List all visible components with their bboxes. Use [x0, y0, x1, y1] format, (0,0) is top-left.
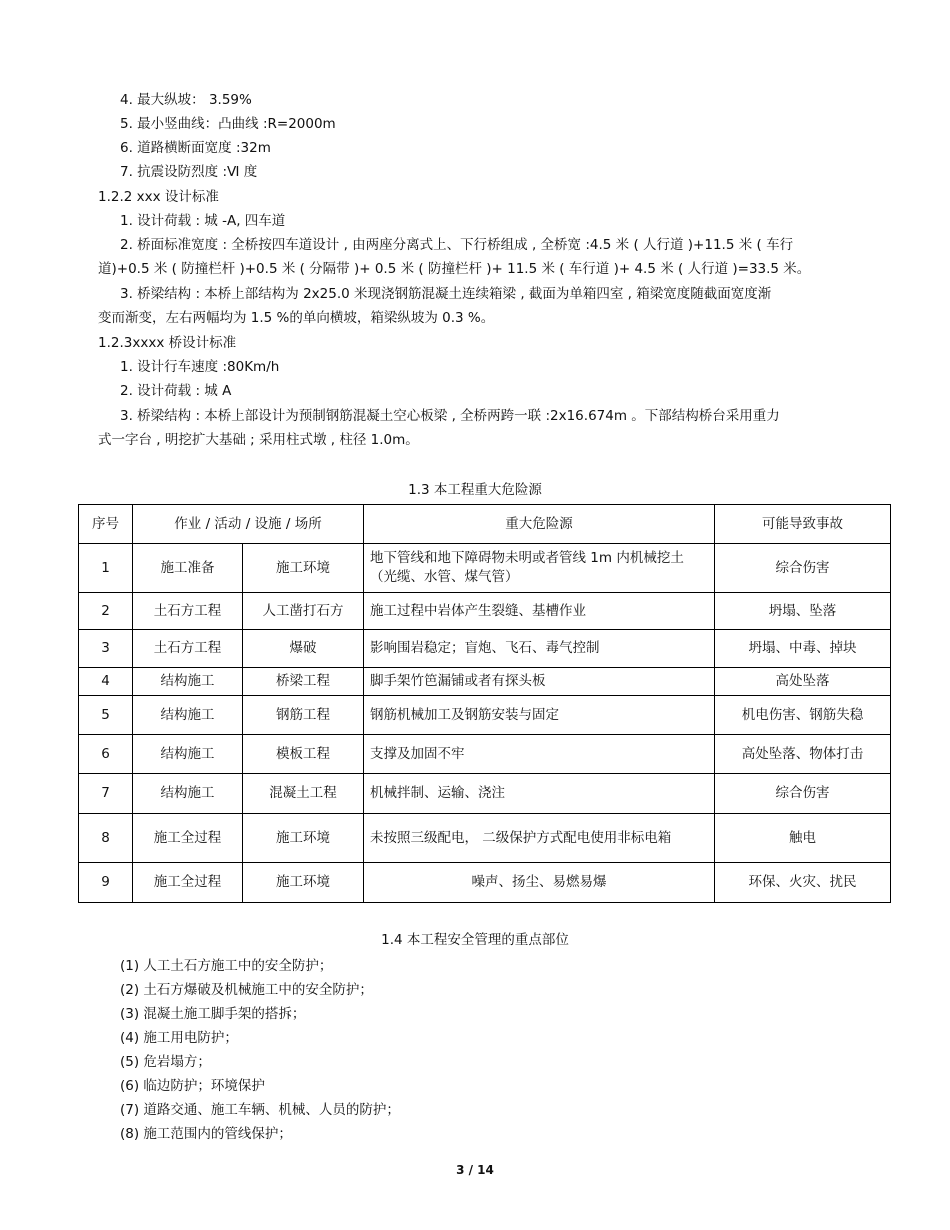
cell-accident: 高处坠落、物体打击: [715, 735, 891, 774]
sec123-item3-line2: 式一字台 , 明挖扩大基础 ; 采用柱式墩 , 柱径 1.0m。: [98, 432, 419, 448]
cell-index: 1: [79, 544, 133, 593]
cell-index: 3: [79, 630, 133, 668]
table-row: [79, 696, 891, 735]
cell-index: 4: [79, 668, 133, 696]
cell-activity: 结构施工: [133, 668, 243, 696]
cell-hazard: 脚手架竹笆漏铺或者有探头板: [364, 668, 715, 696]
cell-index: 2: [79, 593, 133, 630]
cell-hazard: 影响围岩稳定；盲炮、飞石、毒气控制: [364, 630, 715, 668]
cell-hazard: 机械拌制、运输、浇注: [364, 774, 715, 814]
table-row: [79, 630, 891, 668]
sec14-item: (5) 危岩塌方；: [120, 1054, 211, 1070]
cell-hazard: 地下管线和地下障碍物未明或者管线 1m 内机械挖土（光缆、水管、煤气管）: [364, 544, 715, 593]
cell-hazard: 施工过程中岩体产生裂缝、基槽作业: [364, 593, 715, 630]
cell-hazard: 未按照三级配电， 二级保护方式配电使用非标电箱: [364, 814, 715, 863]
cell-facility: 施工环境: [243, 863, 364, 903]
cell-index: 9: [79, 863, 133, 903]
table-title: 1.3 本工程重大危险源: [408, 482, 542, 498]
cell-index: 5: [79, 696, 133, 735]
cell-facility: 人工凿打石方: [243, 593, 364, 630]
cell-accident: 触电: [715, 814, 891, 863]
sec122-item2-line2: 道)+0.5 米 ( 防撞栏杆 )+0.5 米 ( 分隔带 )+ 0.5 米 ( 防撞栏杆 )+ 11.5 米 ( 车行道 )+ 4.5 米 ( 人行道 )=33.5 米。: [98, 261, 811, 277]
spec-item-max-grade: 4. 最大纵坡： 3.59%: [120, 92, 252, 108]
cell-activity: 结构施工: [133, 696, 243, 735]
cell-facility: 钢筋工程: [243, 696, 364, 735]
cell-accident: 坍塌、中毒、掉块: [715, 630, 891, 668]
sec14-item: (4) 施工用电防护；: [120, 1030, 238, 1046]
table-row: [79, 774, 891, 814]
cell-accident: 综合伤害: [715, 544, 891, 593]
cell-index: 6: [79, 735, 133, 774]
sec123-item3-line1: 3. 桥梁结构 : 本桥上部设计为预制钢筋混凝土空心板梁 , 全桥两跨一联 :2x16.674m 。下部结构桥台采用重力: [120, 408, 780, 424]
sec122-item2-line1: 2. 桥面标准宽度 : 全桥按四车道设计 , 由两座分离式上、下行桥组成 , 全桥宽 :4.5 米 ( 人行道 )+11.5 米 ( 车行: [120, 237, 794, 253]
cell-accident: 环保、火灾、扰民: [715, 863, 891, 903]
table-row: [79, 668, 891, 696]
table-row: [79, 863, 891, 903]
cell-activity: 施工全过程: [133, 863, 243, 903]
sec123-item2: 2. 设计荷载 : 城 A: [120, 383, 232, 399]
cell-accident: 机电伤害、钢筋失稳: [715, 696, 891, 735]
cell-accident: 坍塌、坠落: [715, 593, 891, 630]
sec14-item: (7) 道路交通、施工车辆、机械、人员的防护；: [120, 1102, 400, 1118]
cell-accident: 综合伤害: [715, 774, 891, 814]
table-row: [79, 544, 891, 593]
table-header-row: [79, 505, 891, 544]
cell-facility: 模板工程: [243, 735, 364, 774]
sec14-item: (8) 施工范围内的管线保护；: [120, 1126, 292, 1142]
cell-activity: 施工准备: [133, 544, 243, 593]
cell-activity: 结构施工: [133, 774, 243, 814]
spec-item-road-width: 6. 道路横断面宽度 :32m: [120, 140, 271, 156]
section-123-heading: 1.2.3xxxx 桥设计标准: [98, 335, 237, 351]
cell-hazard: 钢筋机械加工及钢筋安装与固定: [364, 696, 715, 735]
cell-facility: 混凝土工程: [243, 774, 364, 814]
header-activity: 作业 / 活动 / 设施 / 场所: [133, 505, 364, 544]
sec122-item1: 1. 设计荷载 : 城 -A, 四车道: [120, 213, 286, 229]
header-index: 序号: [79, 505, 133, 544]
cell-hazard: 支撑及加固不牢: [364, 735, 715, 774]
cell-facility: 桥梁工程: [243, 668, 364, 696]
sec14-item: (6) 临边防护；环境保护: [120, 1078, 265, 1094]
sec14-item: (2) 土石方爆破及机械施工中的安全防护；: [120, 982, 373, 998]
sec14-item: (1) 人工土石方施工中的安全防护；: [120, 958, 333, 974]
cell-activity: 结构施工: [133, 735, 243, 774]
sec122-item3-line1: 3. 桥梁结构 : 本桥上部结构为 2x25.0 米现浇钢筋混凝土连续箱梁 , 截面为单箱四室 , 箱梁宽度随截面宽度渐: [120, 286, 772, 302]
section-122-heading: 1.2.2 xxx 设计标准: [98, 189, 219, 205]
table-row: [79, 593, 891, 630]
section-14-heading: 1.4 本工程安全管理的重点部位: [381, 932, 569, 948]
spec-item-min-vertical-curve: 5. 最小竖曲线：凸曲线 :R=2000m: [120, 116, 336, 132]
cell-activity: 土石方工程: [133, 630, 243, 668]
cell-facility: 爆破: [243, 630, 364, 668]
table-row: [79, 814, 891, 863]
header-accident: 可能导致事故: [715, 505, 891, 544]
sec122-item3-line2: 变而渐变，左右两幅均为 1.5 %的单向横坡，箱梁纵坡为 0.3 %。: [98, 310, 495, 326]
hazard-table: [78, 504, 891, 903]
spec-item-seismic: 7. 抗震设防烈度 :Ⅵ 度: [120, 164, 258, 180]
cell-facility: 施工环境: [243, 544, 364, 593]
cell-index: 7: [79, 774, 133, 814]
cell-hazard: 噪声、扬尘、易燃易爆: [364, 863, 715, 903]
cell-facility: 施工环境: [243, 814, 364, 863]
table-row: [79, 735, 891, 774]
cell-activity: 施工全过程: [133, 814, 243, 863]
header-hazard: 重大危险源: [364, 505, 715, 544]
cell-accident: 高处坠落: [715, 668, 891, 696]
page-number: 3 / 14: [456, 1163, 494, 1177]
sec123-item1: 1. 设计行车速度 :80Km/h: [120, 359, 280, 375]
cell-index: 8: [79, 814, 133, 863]
cell-activity: 土石方工程: [133, 593, 243, 630]
sec14-item: (3) 混凝土施工脚手架的搭拆；: [120, 1006, 306, 1022]
